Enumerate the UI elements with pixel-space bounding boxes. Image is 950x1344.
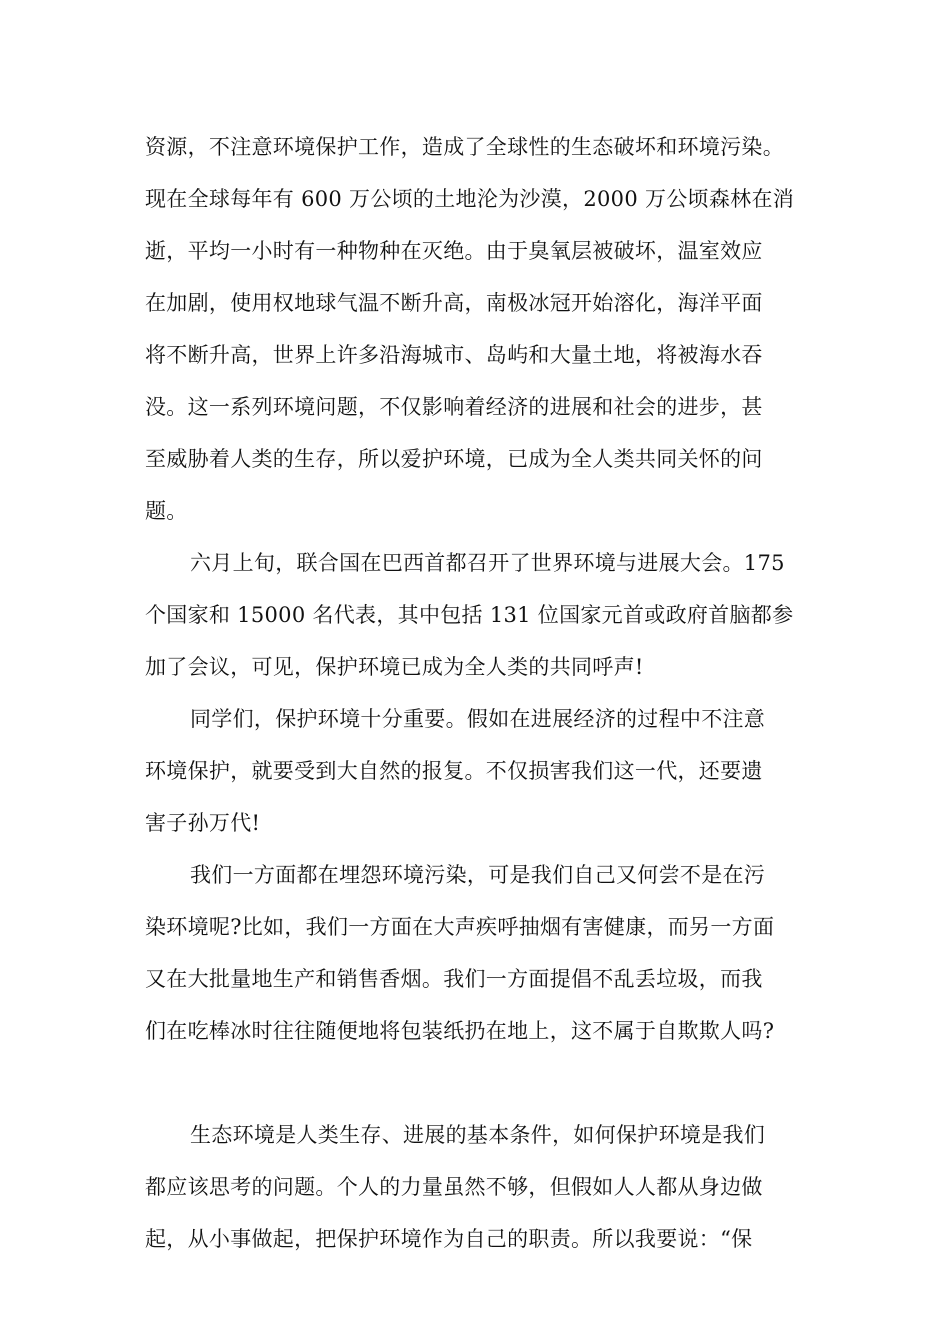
text-line: 又在大批量地生产和销售香烟。我们一方面提倡不乱丢垃圾，而我	[145, 967, 763, 991]
text-line: 们在吃棒冰时往往随便地将包装纸扔在地上，这不属于自欺欺人吗?	[145, 1019, 775, 1043]
text-line: 逝，平均一小时有一种物种在灭绝。由于臭氧层被破坏，温室效应	[145, 239, 763, 263]
text-line: 染环境呢?比如，我们一方面在大声疾呼抽烟有害健康，而另一方面	[145, 915, 775, 939]
text-line: 害子孙万代!	[145, 811, 261, 835]
text-line: 至威胁着人类的生存，所以爱护环境，已成为全人类共同关怀的问	[145, 447, 763, 471]
text-line: 个国家和 15000 名代表，其中包括 131 位国家元首或政府首脑都参	[145, 603, 794, 627]
paragraph-start-line: 同学们，保护环境十分重要。假如在进展经济的过程中不注意	[190, 707, 766, 731]
paragraph-start-line: 我们一方面都在埋怨环境污染，可是我们自己又何尝不是在污	[190, 863, 766, 887]
text-line: 现在全球每年有 600 万公顷的土地沦为沙漠，2000 万公顷森林在消	[145, 187, 795, 211]
text-line: 都应该思考的问题。个人的力量虽然不够，但假如人人都从身边做	[145, 1175, 763, 1199]
paragraph-start-line: 六月上旬，联合国在巴西首都召开了世界环境与进展大会。175	[190, 551, 785, 575]
text-line: 资源，不注意环境保护工作，造成了全球性的生态破坏和环境污染。	[145, 135, 784, 159]
text-line: 起，从小事做起，把保护环境作为自己的职责。所以我要说：“保	[145, 1227, 753, 1251]
text-line: 题。	[145, 499, 188, 523]
text-line: 环境保护，就要受到大自然的报复。不仅损害我们这一代，还要遗	[145, 759, 763, 783]
text-line: 将不断升高，世界上许多沿海城市、岛屿和大量土地，将被海水吞	[145, 343, 763, 367]
text-line: 没。这一系列环境问题，不仅影响着经济的进展和社会的进步，甚	[145, 395, 763, 419]
paragraph-start-line: 生态环境是人类生存、进展的基本条件，如何保护环境是我们	[190, 1123, 766, 1147]
text-line: 在加剧，使用权地球气温不断升高，南极冰冠开始溶化，海洋平面	[145, 291, 763, 315]
text-line: 加了会议，可见，保护环境已成为全人类的共同呼声!	[145, 655, 644, 679]
